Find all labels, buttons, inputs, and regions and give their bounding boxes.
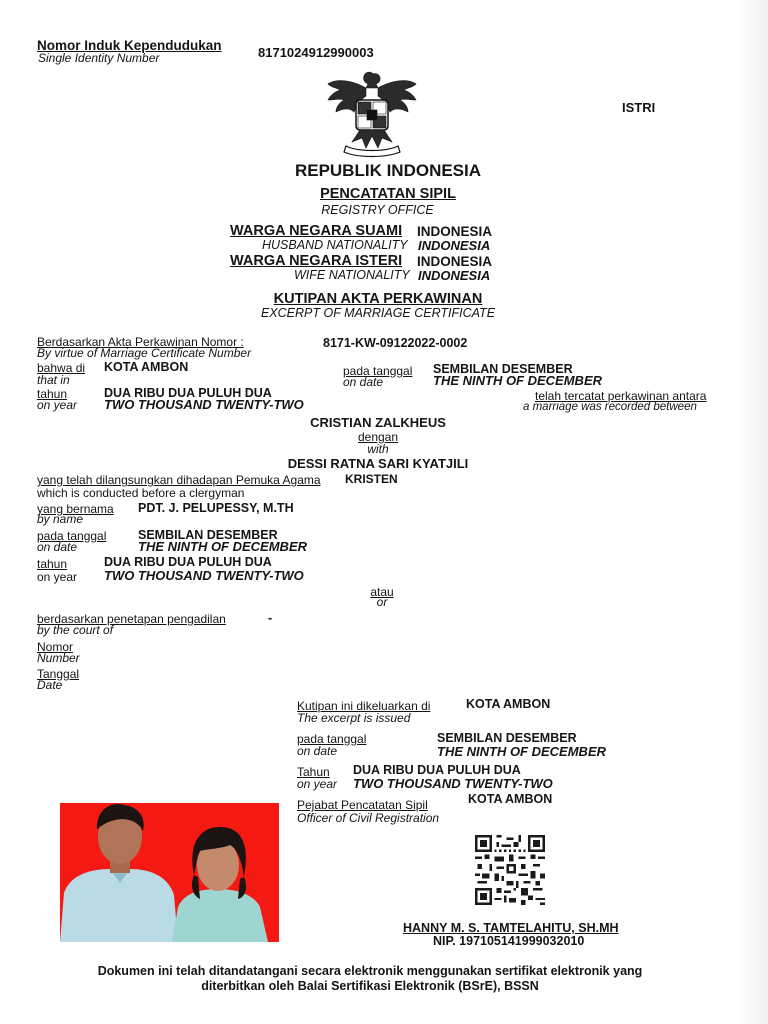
marriage-place: KOTA AMBON (104, 360, 189, 374)
husband-nationality-en: HUSBAND NATIONALITY (262, 238, 408, 252)
husband-nationality-label: WARGA NEGARA SUAMI (230, 223, 403, 239)
ceremony-religion: KRISTEN (345, 472, 398, 486)
ceremony-date-label: pada tanggal (37, 529, 107, 543)
couple-photo (60, 803, 279, 942)
date-label-en: on date (343, 375, 384, 389)
office-title: PENCATATAN SIPIL (320, 186, 456, 202)
year-label: tahun (37, 387, 68, 401)
or-label: atau (370, 585, 394, 599)
certificate-number: 8171-KW-09122022-0002 (323, 336, 468, 350)
issue-date-en: THE NINTH OF DECEMBER (437, 744, 606, 759)
marriage-year-en: TWO THOUSAND TWENTY-TWO (104, 397, 304, 412)
recorded-label: telah tercatat perkawinan antara (535, 389, 707, 403)
office-title-en: REGISTRY OFFICE (321, 203, 434, 217)
officer-place: KOTA AMBON (468, 792, 553, 806)
husband-name: CRISTIAN ZALKHEUS (310, 415, 446, 430)
place-label: bahwa di (37, 361, 86, 375)
marriage-date-en: THE NINTH OF DECEMBER (433, 373, 602, 388)
with-label-en: with (367, 442, 389, 456)
wife-nationality-label: WARGA NEGARA ISTERI (230, 253, 403, 269)
issue-date: SEMBILAN DESEMBER (437, 731, 577, 745)
certificate-number-label: Berdasarkan Akta Perkawinan Nomor : (37, 335, 244, 349)
ceremony-year-label: tahun (37, 557, 68, 571)
ceremony-year-en: TWO THOUSAND TWENTY-TWO (104, 568, 304, 583)
issue-place-label: Kutipan ini dikeluarkan di (297, 699, 431, 713)
clergy-name-label-en: by name (37, 512, 84, 526)
clergy-name: PDT. J. PELUPESSY, M.TH (138, 501, 294, 515)
court-value: - (268, 611, 273, 625)
court-date-label: Tanggal (37, 667, 80, 681)
ceremony-year-label-en: on year (37, 570, 78, 584)
date-label: pada tanggal (343, 364, 413, 378)
copy-for-label: ISTRI (622, 100, 656, 115)
with-label: dengan (357, 430, 399, 444)
ceremony-label-en: which is conducted before a clergyman (37, 486, 245, 500)
certificate-number-label-en: By virtue of Marriage Certificate Number (37, 346, 252, 360)
issue-date-label-en: on date (297, 744, 338, 758)
or-label-en: or (376, 595, 388, 609)
issue-place-label-en: The excerpt is issued (297, 711, 411, 725)
year-label-en: on year (37, 398, 78, 412)
qr-code-icon (474, 835, 546, 905)
footer-line-2: diterbitkan oleh Balai Sertifikasi Elektronik (BSrE), BSSN (201, 979, 539, 993)
ceremony-date-en: THE NINTH OF DECEMBER (138, 539, 307, 554)
issue-year-en: TWO THOUSAND TWENTY-TWO (353, 776, 553, 791)
signatory-nip: NIP. 197105141999032010 (433, 934, 585, 948)
ceremony-date-label-en: on date (37, 540, 78, 554)
scan-edge-shadow (738, 0, 768, 1024)
husband-nationality-en-value: INDONESIA (418, 238, 491, 253)
husband-nationality-value: INDONESIA (417, 224, 493, 239)
wife-nationality-en-value: INDONESIA (418, 268, 491, 283)
nik-label-en: Single Identity Number (38, 51, 160, 65)
court-label: berdasarkan penetapan pengadilan (37, 612, 226, 626)
ceremony-date: SEMBILAN DESEMBER (138, 528, 278, 542)
document-title-en: EXCERPT OF MARRIAGE CERTIFICATE (260, 306, 496, 320)
officer-label: Pejabat Pencatatan Sipil (297, 798, 428, 812)
document-title: KUTIPAN AKTA PERKAWINAN (273, 291, 483, 307)
wife-name: DESSI RATNA SARI KYATJILI (287, 456, 469, 471)
issue-year: DUA RIBU DUA PULUH DUA (353, 763, 521, 777)
nik-label: Nomor Induk Kependudukan (37, 38, 222, 53)
marriage-date: SEMBILAN DESEMBER (433, 362, 573, 376)
court-number-label: Nomor (37, 640, 74, 654)
issue-place: KOTA AMBON (466, 697, 551, 711)
clergy-name-label: yang bernama (37, 502, 114, 516)
officer-label-en: Officer of Civil Registration (297, 811, 440, 825)
recorded-label-en: a marriage was recorded between (523, 401, 697, 413)
wife-nationality-en: WIFE NATIONALITY (294, 268, 410, 282)
court-label-en: by the court of (37, 623, 114, 637)
ceremony-year: DUA RIBU DUA PULUH DUA (104, 555, 272, 569)
court-number-label-en: Number (37, 651, 80, 665)
signatory-name: HANNY M. S. TAMTELAHITU, SH.MH (403, 921, 619, 935)
republic-title: REPUBLIK INDONESIA (294, 161, 482, 180)
issue-year-label-en: on year (297, 777, 338, 791)
nik-value: 8171024912990003 (258, 45, 374, 60)
footer-line-1: Dokumen ini telah ditandatangani secara elektronik menggunakan sertifikat elektronik yang (97, 964, 643, 978)
court-date-label-en: Date (37, 678, 63, 692)
issue-year-label: Tahun (297, 765, 330, 779)
wife-nationality-value: INDONESIA (417, 254, 493, 269)
ceremony-label: yang telah dilangsungkan dihadapan Pemuka Agama (37, 473, 321, 487)
issue-date-label: pada tanggal (297, 732, 367, 746)
marriage-year: DUA RIBU DUA PULUH DUA (104, 386, 272, 400)
garuda-emblem-icon (322, 66, 422, 158)
place-label-en: that in (37, 373, 70, 387)
